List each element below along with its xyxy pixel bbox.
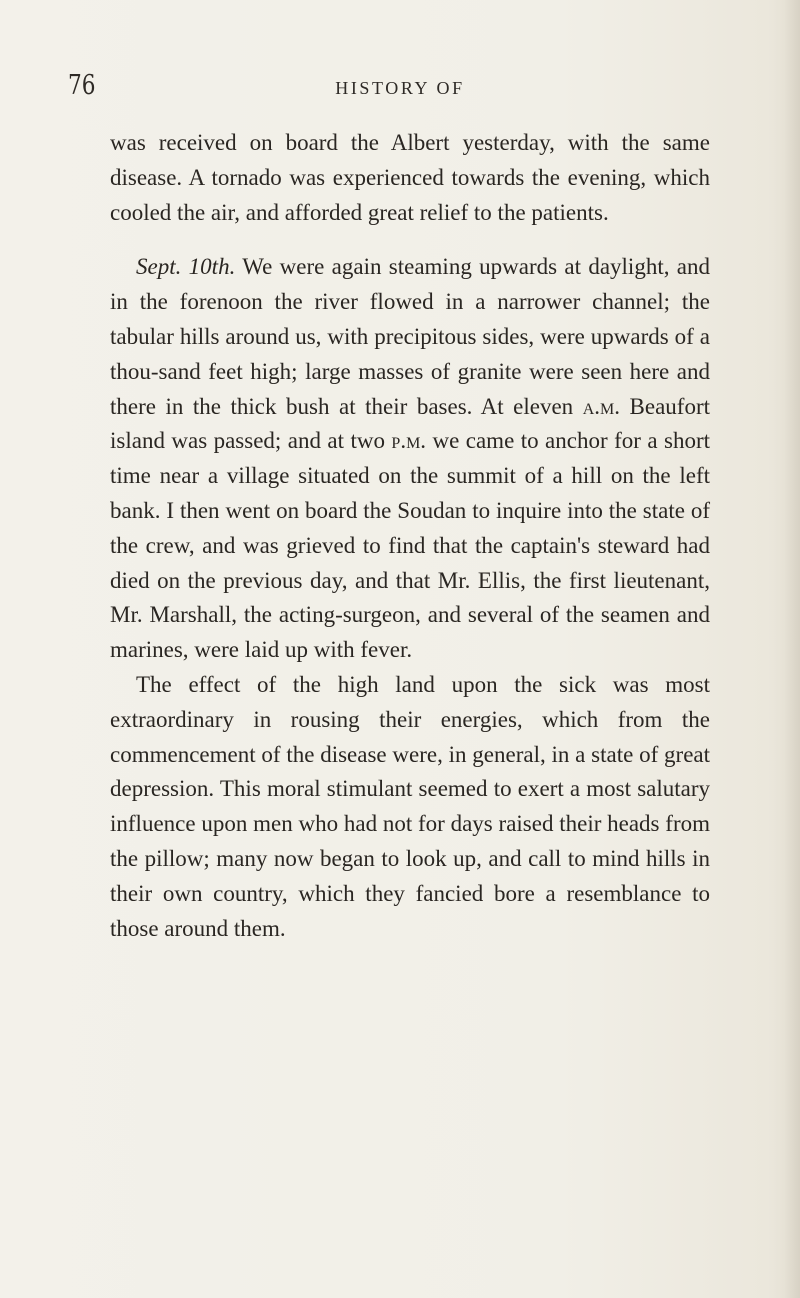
page-edge-shadow — [784, 0, 800, 1298]
time-am: a.m. — [582, 393, 620, 419]
paragraph-2-segment-3: we came to anchor for a short time near a village situated on the summit of a hill on the left bank. I then went on board the Soudan to inquire into the state of the crew, and was grieved to find that the captain's steward had died on the previous day, and that Mr. Ellis, the first lieutenant, Mr. Marshall, the acting-surgeon, and several of the seamen and marines, were laid up with fever. — [110, 428, 711, 663]
body-text — [110, 126, 710, 946]
paragraph-1: was received on board the Albert yesterday, with the same disease. A tornado was experienced towards the evening, which cooled the air, and afforded great relief to the patients. — [110, 130, 710, 225]
page-number: 76 — [68, 70, 96, 101]
paragraph-2-segment-1: We were again steaming upwards at daylight, and in the forenoon the river flowed in a narrower channel; the tabular hills around us, with precipitous sides, were upwards of a thou-sand feet high; large masses of granite were seen here and there in the thick bush at their bases. At eleven — [110, 254, 710, 419]
time-pm: p.m. — [391, 428, 427, 454]
page-header — [0, 66, 800, 116]
entry-date: Sept. 10th. — [136, 254, 236, 280]
paragraph-3: The effect of the high land upon the sick was most extraordinary in rousing their energies, which from the commencement of the disease were, in general, in a state of great depression. This moral stimulant seemed to exert a most salutary influence upon men who had not for days raised their heads from the pillow; many now began to look up, and call to mind hills in their own country, which they fancied bore a resemblance to those around them. — [110, 671, 710, 941]
running-head: HISTORY OF — [335, 78, 465, 98]
paragraph-2-segment-2: Beaufort island was passed; and at two — [110, 393, 710, 454]
paragraph-2 — [110, 250, 710, 668]
